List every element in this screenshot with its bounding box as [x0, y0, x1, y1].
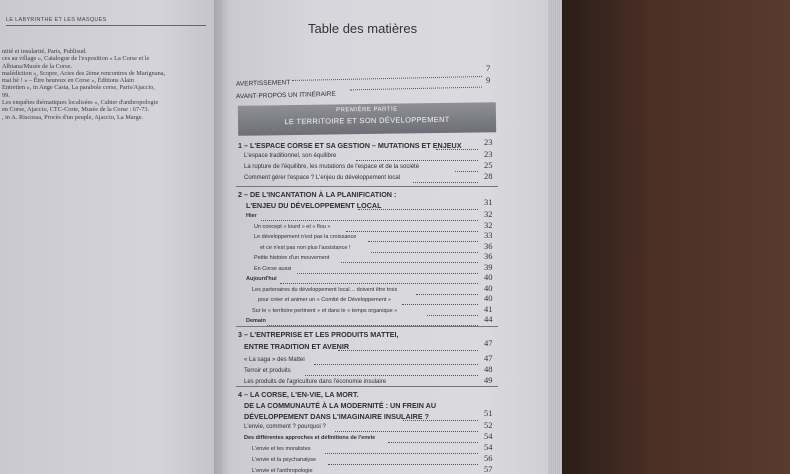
toc-entry-label: L'envie et les moralistes — [252, 446, 311, 452]
toc-leader — [292, 76, 482, 81]
toc-leader — [314, 364, 478, 365]
toc-page-number: 48 — [484, 364, 493, 374]
toc-entry-label: L'envie, comment ? pourquoi ? — [244, 424, 326, 430]
toc-page-number: 47 — [484, 353, 493, 363]
toc-leader — [325, 453, 478, 454]
toc-entry-label: Hier — [246, 213, 257, 219]
toc-leader — [356, 160, 478, 161]
page-edges — [548, 0, 562, 474]
toc-leader — [346, 231, 478, 232]
toc-entry-label: 1 – L'ESPACE CORSE ET SA GESTION – MUTATIONS ET ENJEUX — [238, 141, 462, 150]
toc-page-number: 40 — [484, 283, 493, 293]
toc-leader — [341, 262, 479, 263]
toc-entry-label: En Corse aussi — [254, 266, 292, 272]
running-head: LE LABYRINTHE ET LES MASQUES — [6, 17, 206, 26]
toc-leader — [368, 241, 478, 242]
toc-entry-label: Des différentes approches et définitions de l'envie — [244, 435, 376, 441]
chapter-separator — [236, 386, 498, 387]
toc-page-number: 44 — [484, 314, 493, 324]
toc-leader — [388, 442, 478, 443]
background-surface — [560, 0, 790, 474]
toc-page-number: 23 — [484, 137, 493, 147]
toc-page-number: 32 — [484, 220, 493, 230]
toc-leader — [413, 182, 478, 183]
toc-page-number: 57 — [484, 464, 493, 474]
toc-page-number: 28 — [484, 171, 493, 181]
bib-line: ces au village », Catalogue de l'exposition « La Corse et le — [2, 55, 150, 63]
toc-entry-label: ENTRE TRADITION ET AVENIR — [244, 342, 350, 351]
toc-entry-label: La rupture de l'équilibre, les mutations de l'espace et de la société — [244, 164, 420, 170]
toc-page-number: 40 — [484, 293, 493, 303]
toc-leader — [338, 350, 478, 351]
toc-page-number: 25 — [484, 160, 493, 170]
toc-entry-label: DÉVELOPPEMENT DANS L'IMAGINAIRE INSULAIRE ? — [244, 412, 430, 421]
toc-page-number: 54 — [484, 442, 493, 452]
toc-page-number: 36 — [484, 251, 493, 261]
bib-line: en Corse, Ajaccio, CTC-Corte, Musée de la Corse : 67-73. — [2, 106, 150, 114]
toc-entry-label: 3 – L'ENTREPRISE ET LES PRODUITS MATTEI, — [238, 330, 399, 339]
toc-entry-label: Aujourd'hui — [246, 276, 277, 282]
part-title: LE TERRITOIRE ET SON DÉVELOPPEMENT — [284, 114, 450, 127]
toc-entry-label: Le développement n'est pas la croissance — [254, 234, 357, 240]
bib-line: Entretien », in Ange Casta, La parabole corse, Paris/Ajaccio, — [2, 84, 155, 92]
toc-leader — [328, 464, 479, 465]
toc-leader — [436, 149, 478, 150]
toc-page-number: 32 — [484, 209, 493, 219]
bibliography-text — [2, 48, 214, 121]
toc-leader — [416, 294, 479, 295]
toc-entry-label: Petite histoire d'un mouvement — [254, 255, 330, 261]
toc-entry-label: 2 – DE L'INCANTATION À LA PLANIFICATION : — [238, 190, 397, 199]
toc-page-number: 23 — [484, 149, 493, 159]
left-page — [0, 0, 222, 474]
toc-leader — [455, 171, 478, 172]
toc-page-number: 40 — [484, 272, 493, 282]
toc-page-number: 31 — [484, 197, 493, 207]
toc-leader — [427, 315, 479, 316]
toc-page-number: 52 — [484, 420, 493, 430]
toc-entry-label: L'envie et l'anthropologie — [252, 468, 313, 474]
toc-page-number: 56 — [484, 453, 493, 463]
chapter-separator — [236, 326, 498, 327]
toc-leader — [335, 431, 478, 432]
toc-entry-label: 4 – LA CORSE, L'EN-VIE, LA MORT. — [238, 390, 359, 399]
toc-page-number: 9 — [486, 75, 491, 85]
bib-line: 99. — [2, 91, 10, 99]
toc-entry-label: Demain — [246, 318, 266, 324]
toc-entry-label: Un concept « lourd » et « flou » — [254, 224, 331, 230]
toc-entry-front: AVERTISSEMENT — [235, 79, 291, 88]
part-banner — [238, 102, 496, 136]
bib-line: malédiction », Scopre, Actes des 2ème rencontres de Marignana, — [2, 69, 166, 77]
bib-line: Les enquêtes thématiques localisées », Cahier d'anthropologie — [2, 99, 159, 107]
toc-page-number: 51 — [484, 408, 493, 418]
bib-line: Albiana/Musée de la Corse. — [2, 62, 72, 70]
right-page — [222, 0, 550, 474]
toc-entry-label: pour créer et animer un « Comité de Développement » — [258, 297, 391, 303]
toc-entry-label: L'ENJEU DU DÉVELOPPEMENT LOCAL — [246, 201, 382, 210]
toc-title: Table des matières — [308, 21, 418, 36]
bib-line: ntité et insularité, Paris, Publisud. — [2, 48, 87, 55]
book-gutter — [214, 0, 230, 474]
toc-entry-label: « La saga » des Mattei — [244, 357, 305, 363]
toc-entry-label: L'envie et la psychanalyse — [252, 457, 317, 463]
toc-page-number: 49 — [484, 375, 493, 385]
toc-leader — [371, 252, 478, 253]
toc-entry-label: et ce n'est pas non plus l'assistance ! — [260, 245, 351, 251]
toc-page-number: 47 — [484, 338, 493, 348]
toc-entry-label: Comment gérer l'espace ? L'enjeu du développement local — [244, 175, 401, 181]
toc-leader — [402, 304, 478, 305]
toc-entry-label: Sur le « territoire pertinent » et dans le « temps organique » — [252, 308, 398, 314]
toc-entry-label: Terroir et produits — [244, 368, 291, 374]
toc-entry-label: Les partenaires du développement local… doivent être trois — [252, 287, 398, 293]
bib-line: mai hè ! » – Être heureux en Corse », Éditions Alain — [2, 77, 134, 85]
toc-page-number: 7 — [486, 63, 491, 73]
toc-entry-label: Les produits de l'agriculture dans l'économie insulaire — [244, 379, 387, 385]
bib-line: , in A. Riscossa, Procès d'un peuple, Ajaccio, La Marge. — [2, 113, 144, 121]
toc-entry-label: DE LA COMMUNAUTÉ À LA MODERNITÉ : UN FREIN AU — [244, 401, 437, 410]
chapter-separator — [236, 186, 498, 187]
toc-leader — [280, 283, 478, 284]
toc-entry-front: AVANT-PROPOS UN ITINÉRAIRE — [235, 90, 336, 101]
toc-leader — [358, 209, 478, 210]
toc-page-number: 33 — [484, 230, 493, 240]
toc-page-number: 39 — [484, 262, 493, 272]
toc-leader — [261, 220, 478, 221]
toc-leader — [297, 273, 479, 274]
toc-leader — [403, 420, 478, 421]
part-kicker: PREMIÈRE PARTIE — [336, 106, 398, 114]
toc-page-number: 54 — [484, 431, 493, 441]
toc-leader — [350, 87, 482, 91]
toc-page-number: 36 — [484, 241, 493, 251]
toc-page-number: 41 — [484, 304, 493, 314]
toc-entry-label: L'espace traditionnel, son équilibre — [244, 153, 337, 159]
toc-leader — [305, 375, 478, 376]
